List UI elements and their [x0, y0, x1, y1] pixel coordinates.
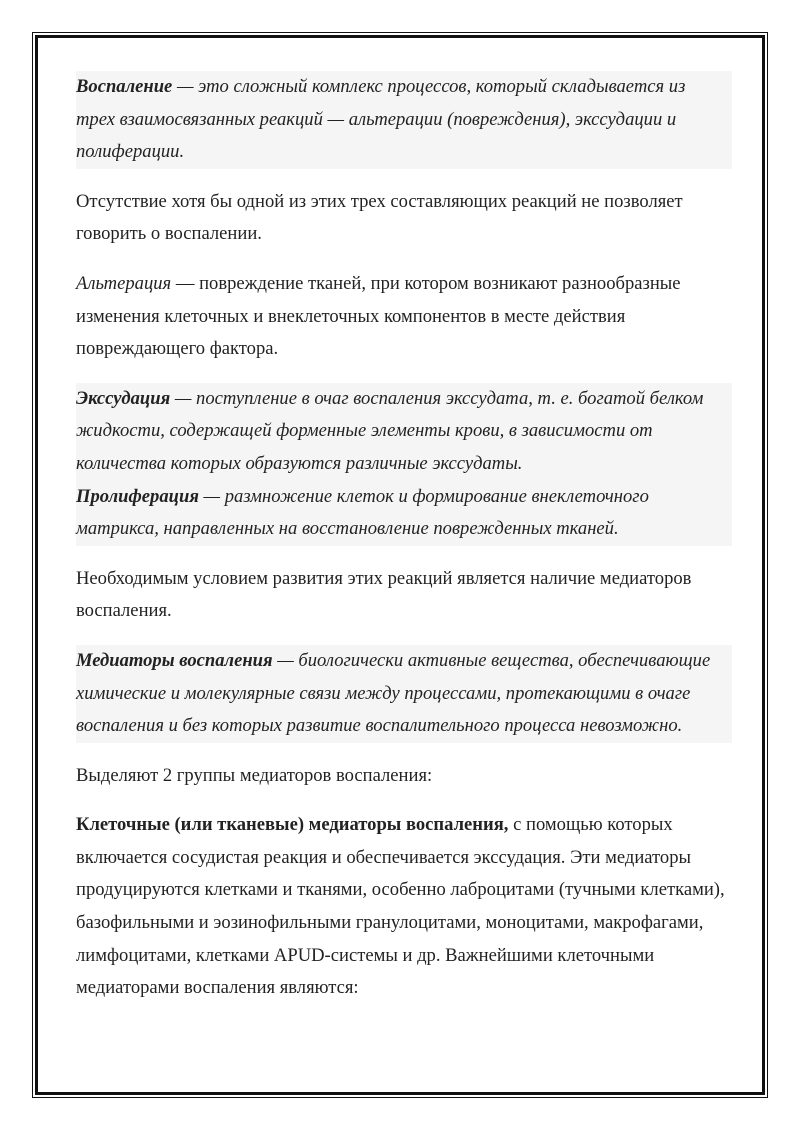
paragraph-alteration — [76, 268, 736, 366]
inflammation-definition-text: — это сложный комплекс процессов, который складывается из трех взаимосвязанных реакций — альтерации (повреждения), экссудации и полиферации. — [76, 76, 686, 163]
paragraph-exudation — [76, 383, 726, 481]
mediators-definition-text: — биологически активные вещества, обеспечивающие химические и молекулярные связи между процессами, протекающими в очаге воспаления и без которых развитие воспалительного процесса невозможно. — [76, 649, 711, 737]
block-exudation-proliferation — [76, 383, 732, 546]
term-mediators: Медиаторы воспаления — [76, 649, 273, 671]
alteration-text: — повреждение тканей, при котором возникают разнообразные изменения клеточных и внеклеточных компонентов в месте действия повреждающего фактора. — [76, 272, 681, 360]
term-inflammation: Воспаление — [76, 76, 173, 97]
term-exudation: Экссудация — [76, 387, 171, 409]
term-proliferation: Пролиферация — [76, 485, 199, 507]
paragraph-mediator-groups: Выделяют 2 группы медиаторов воспаления: — [76, 764, 433, 786]
paragraph-mediators-condition: Необходимым условием развития этих реакций является наличие медиаторов воспаления. — [76, 567, 692, 622]
paragraph-mediators-definition — [76, 645, 732, 743]
paragraph-inflammation-definition — [76, 71, 732, 169]
proliferation-text: — размножение клеток и формирование внеклеточного матрикса, направленных на восстановление поврежденных тканей. — [76, 485, 649, 540]
cellular-mediators-text: с помощью которых включается сосудистая реакция и обеспечивается экссудация. Эти медиаторы продуцируются клетками и тканями, особенно лаброцитами (тучными клетками), базофильными и эозинофильными гранулоцитами, моноцитами, макрофагами, лимфоцитами, клетками APUD-системы и др. Важнейшими клеточными медиаторами воспаления являются: — [76, 814, 725, 999]
document-body — [76, 71, 736, 1022]
paragraph-absence-note: Отсутствие хотя бы одной из этих трех составляющих реакций не позволяет говорить о воспалении. — [76, 190, 683, 245]
exudation-text: — поступление в очаг воспаления экссудата, т. е. богатой белком жидкости, содержащей форменные элементы крови, в зависимости от количества которых образуются различные экссудаты. — [76, 387, 704, 474]
term-cellular-mediators: Клеточные (или тканевые) медиаторы воспаления, — [76, 814, 509, 836]
paragraph-cellular-mediators — [76, 809, 736, 1005]
term-alteration: Альтерация — [76, 272, 172, 294]
paragraph-proliferation — [76, 481, 726, 546]
